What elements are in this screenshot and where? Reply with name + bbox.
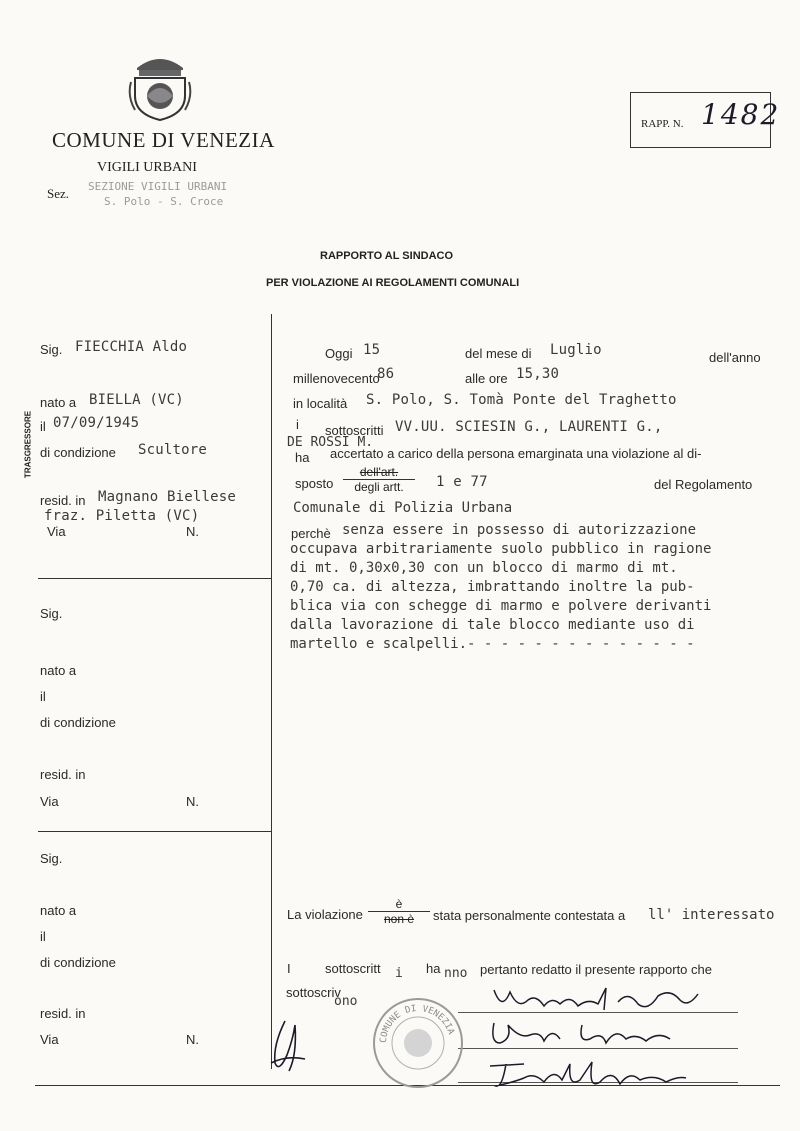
title-line1: RAPPORTO AL SINDACO [320,250,454,262]
stamp-text: COMUNE DI VENEZIA [378,1003,456,1044]
violazione-frac-bottom: non è [383,912,415,926]
sottoscritti-label: sottoscritti [325,423,384,438]
o3-il-label: il [40,929,46,944]
section-label: Sez. [47,186,70,201]
o3-nato-label: nato a [40,903,77,918]
o1-via-label: Via [47,524,66,539]
o1-n-label: N. [186,524,199,539]
sottoscriv-label: sottoscriv [286,985,341,1000]
o1-condizione-value: Scultore [138,442,208,458]
o1-il-label: il [40,419,46,434]
i-label: i [296,417,299,432]
mese-value: Luglio [550,342,602,358]
o1-resid-value2: fraz. Piletta (VC) [44,508,200,524]
ore-value: 15,30 [516,366,560,382]
oggi-value: 15 [363,342,381,358]
left-separator-2 [38,831,271,832]
closing-i-label: I [287,961,291,976]
violazione-label: La violazione [287,907,363,922]
vertical-divider [271,314,272,1069]
rapp-number: 1482 [701,98,781,131]
o2-resid-label: resid. in [40,767,86,782]
sottoscritti-value: VV.UU. SCIESIN G., LAURENTI G., [395,419,663,435]
description-line: senza essere in possesso di autorizzazione [342,522,697,538]
violazione-frac-top: è [368,897,430,912]
anno-label: dell'anno [709,350,761,365]
handwritten-initials [265,1015,311,1075]
anno-value: 86 [377,366,395,382]
o2-n-label: N. [186,794,199,809]
ore-label: alle ore [465,371,508,386]
sposto-label: sposto [295,476,334,491]
millenovecento-label: millenovecento [293,371,380,386]
signature-1 [488,982,708,1016]
o2-nato-label: nato a [40,663,77,678]
articoli-value: 1 e 77 [436,474,488,490]
o3-n-label: N. [186,1032,199,1047]
description-line: di mt. 0,30x0,30 con un blocco di marmo di mt. [290,560,678,576]
closing-ha-suffix: nno [444,966,468,981]
section-stamp [88,179,227,209]
contestata-value: ll' interessato [648,907,775,923]
oggi-label: Oggi [325,346,353,361]
official-stamp [370,995,466,1091]
o2-via-label: Via [40,794,59,809]
section-stamp-line2: S. Polo - S. Croce [104,195,224,208]
closing-sottoscritti-label: sottoscritt [325,961,381,976]
o1-nato-label: nato a [40,395,77,410]
localita-label: in località [293,396,348,411]
section-stamp-line1: SEZIONE VIGILI URBANI [88,180,228,193]
o1-sig-value: FIECCHIA Aldo [75,339,188,355]
o1-resid-value: Magnano Biellese [98,489,237,505]
perche-label: perchè [291,526,331,541]
venice-coat-of-arms-icon [127,52,193,122]
o1-resid-label: resid. in [40,493,86,508]
rapp-label: RAPP. N. [641,118,684,130]
o2-condizione-label: di condizione [40,715,116,730]
frac-top: dell'art. [343,465,415,480]
department-name: VIGILI URBANI [97,160,197,175]
o2-sig-label: Sig. [40,606,63,621]
accertato-label: accertato a carico della persona emarginata una violazione al di- [330,446,702,461]
ha-label: ha [295,450,310,465]
closing-ha-label: ha [426,961,441,976]
articolo-fraction [343,465,415,494]
description-line: occupava arbitrariamente suolo pubblico in ragione [290,541,712,557]
closing-sottoscritti-suffix: i [395,966,403,981]
signature-2 [486,1017,686,1051]
description-line: martello e scalpelli.- - - - - - - - - - - - - - [290,636,695,652]
o3-resid-label: resid. in [40,1006,86,1021]
redatto-label: pertanto redatto il presente rapporto che [480,962,712,977]
sottoscriv-suffix: ono [334,994,358,1009]
sottoscritti-value2: DE ROSSI M. [287,435,374,450]
regolamento-value-text: Comunale di Polizia Urbana [293,500,513,516]
trasgressore-label: TRASGRESSORE [23,410,33,479]
o3-condizione-label: di condizione [40,955,116,970]
frac-bottom: degli artt. [354,480,404,494]
o1-il-value: 07/09/1945 [53,415,140,431]
o3-sig-label: Sig. [40,851,63,866]
o1-condizione-label: di condizione [40,445,116,460]
description-line: dalla lavorazione di tale blocco mediante uso di [290,617,695,633]
o2-il-label: il [40,689,46,704]
mese-label: del mese di [465,346,532,361]
description-line: blica via con schegge di marmo e polvere derivanti [290,598,712,614]
localita-value: S. Polo, S. Tomà Ponte del Traghetto [366,392,677,408]
left-separator-1 [38,578,271,579]
o1-sig-label: Sig. [40,342,63,357]
description-block [290,521,711,654]
description-line: 0,70 ca. di altezza, imbrattando inoltre la pub- [290,579,695,595]
o3-via-label: Via [40,1032,59,1047]
title-line2: PER VIOLAZIONE AI REGOLAMENTI COMUNALI [266,277,520,289]
o1-nato-value: BIELLA (VC) [89,392,184,408]
city-name: COMUNE DI VENEZIA [52,128,275,152]
violazione-fraction [368,897,430,926]
contestata-label: stata personalmente contestata a [433,908,626,923]
regolamento-label: del Regolamento [654,477,753,492]
regolamento-value [293,500,512,516]
signature-3 [484,1058,694,1098]
